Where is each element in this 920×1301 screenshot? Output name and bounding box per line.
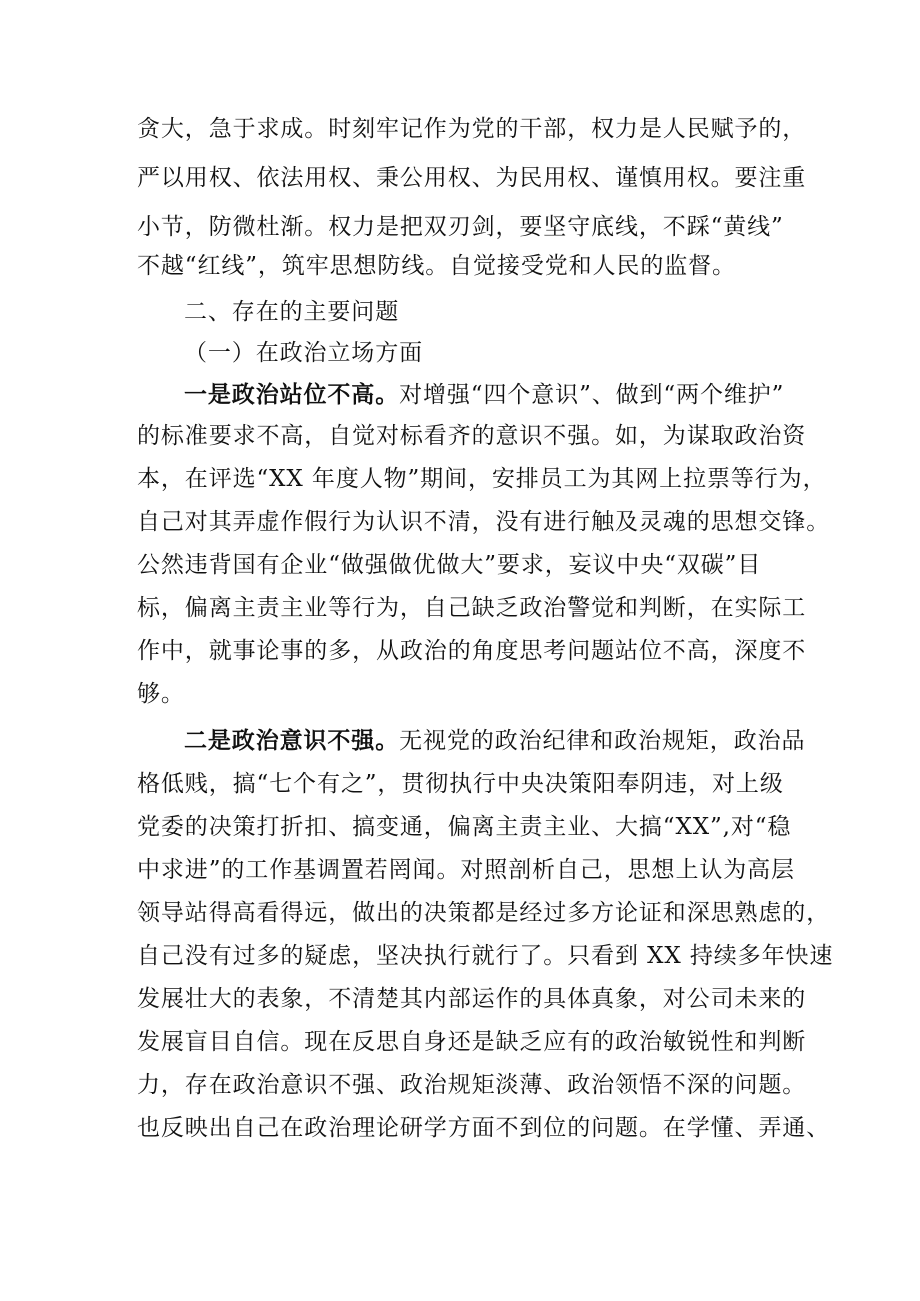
point1-line-2: 的标准要求不高，自觉对标看齐的意识不强。如，为谋取政治资 bbox=[137, 423, 807, 449]
intro-line-4: 不越“红线”，筑牢思想防线。自觉接受党和人民的监督。 bbox=[137, 253, 736, 279]
point1-line-3: 本，在评选“XX 年度人物”期间，安排员工为其网上拉票等行为， bbox=[137, 466, 827, 492]
point2-line-8: 发展盲目自信。现在反思自身还是缺乏应有的政治敏锐性和判断 bbox=[137, 1029, 807, 1055]
point1-line-6: 标，偏离主责主业等行为，自己缺乏政治警觉和判断，在实际工 bbox=[137, 595, 807, 621]
point1-title: 一是政治站位不高。 bbox=[184, 381, 400, 408]
point1-first-line bbox=[184, 380, 784, 410]
point2-first-line bbox=[184, 726, 805, 756]
point2-line-4: 中求进”的工作基调置若罔闻。对照剖析自己，思想上认为高层 bbox=[137, 857, 795, 883]
point2-line-3: 党委的决策打折扣、搞变通，偏离主责主业、大搞“XX”,对“稳 bbox=[137, 814, 792, 840]
point2-title: 二是政治意识不强。 bbox=[184, 727, 400, 754]
subsection-heading: （一）在政治立场方面 bbox=[184, 340, 423, 366]
point2-line-9: 力，存在政治意识不强、政治规矩淡薄、政治领悟不深的问题。 bbox=[137, 1072, 807, 1098]
intro-line-3: 小节，防微杜渐。权力是把双刃剑，要坚守底线，不踩“黄线” bbox=[137, 214, 784, 240]
point2-line-2: 格低贱，搞“七个有之”，贯彻执行中央决策阳奉阴违，对上级 bbox=[137, 771, 784, 797]
point2-first-line-text: 无视党的政治纪律和政治规矩，政治品 bbox=[399, 728, 806, 754]
point2-line-5: 领导站得高看得远，做出的决策都是经过多方论证和深思熟虑的， bbox=[137, 900, 831, 926]
point1-first-line-text: 对增强“四个意识”、做到“两个维护” bbox=[399, 382, 785, 408]
point1-line-8: 够。 bbox=[137, 681, 185, 707]
point2-line-6: 自己没有过多的疑虑，坚决执行就行了。只看到 XX 持续多年快速 bbox=[137, 943, 834, 969]
intro-line-2: 严以用权、依法用权、秉公用权、为民用权、谨慎用权。要注重 bbox=[137, 165, 807, 191]
point2-line-10: 也反映出自己在政治理论研学方面不到位的问题。在学懂、弄通、 bbox=[137, 1115, 831, 1141]
point2-line-7: 发展壮大的表象，不清楚其内部运作的具体真象，对公司未来的 bbox=[137, 986, 807, 1012]
intro-line-1: 贪大，急于求成。时刻牢记作为党的干部，权力是人民赋予的， bbox=[137, 116, 807, 142]
section-heading: 二、存在的主要问题 bbox=[184, 299, 400, 325]
point1-line-7: 作中，就事论事的多，从政治的角度思考问题站位不高，深度不 bbox=[137, 638, 807, 664]
point1-line-4: 自己对其弄虚作假行为认识不清，没有进行触及灵魂的思想交锋。 bbox=[137, 509, 831, 535]
point1-line-5: 公然违背国有企业“做强做优做大”要求，妄议中央“双碳”目 bbox=[137, 552, 762, 578]
